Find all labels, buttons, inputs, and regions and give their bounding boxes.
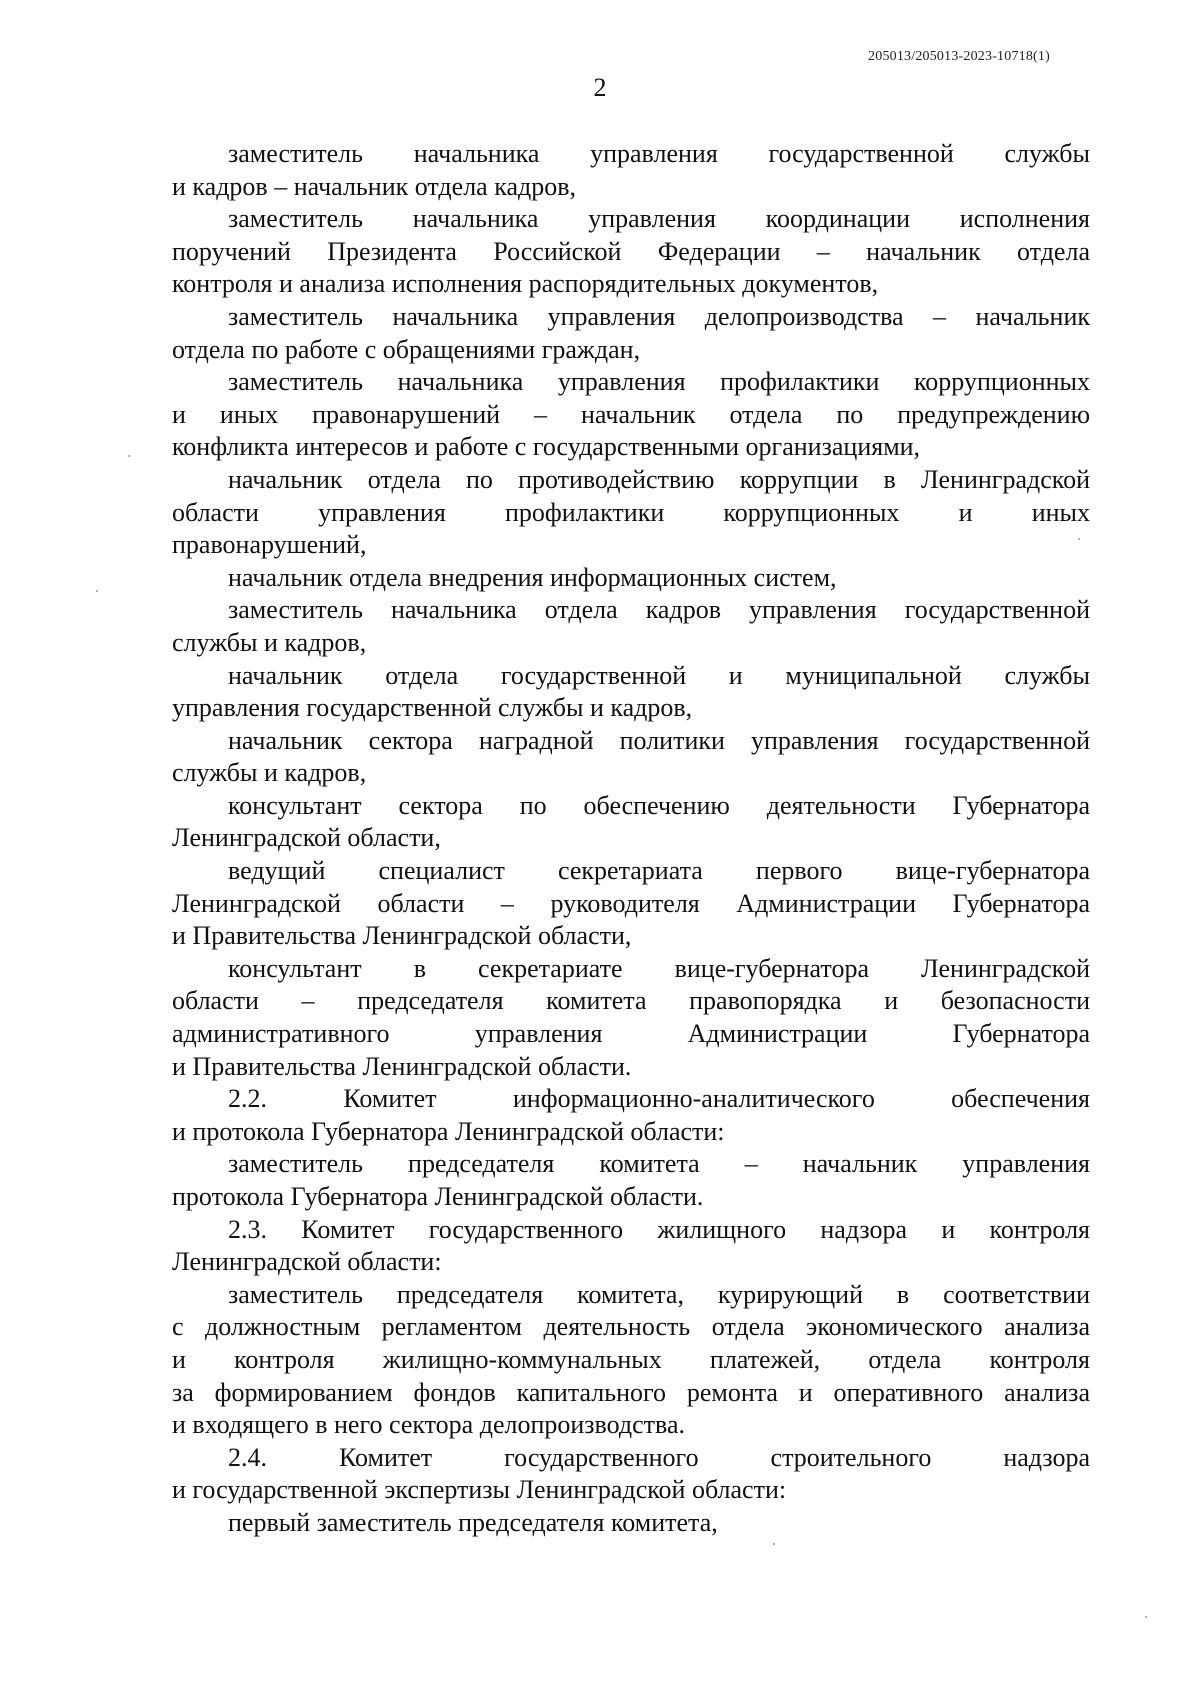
text-line: области управления профилактики коррупционных и иных: [172, 497, 1090, 527]
text-line: 2.2. Комитет информационно-аналитического обеспечения: [228, 1084, 1090, 1114]
text-line: и Правительства Ленинградской области.: [172, 1051, 632, 1081]
text-line: заместитель начальника управления государственной службы: [228, 139, 1090, 168]
text-line: отдела по работе с обращениями граждан,: [172, 334, 641, 364]
paragraph: [172, 562, 1090, 595]
paragraph: [172, 594, 1090, 659]
text-line: и государственной экспертизы Ленинградской области:: [172, 1475, 787, 1505]
paragraph: [172, 464, 1090, 562]
text-line: за формированием фондов капитального ремонта и оперативного анализа: [172, 1377, 1090, 1407]
text-line: начальник отдела внедрения информационных систем,: [228, 562, 837, 592]
scan-speck: [773, 1543, 775, 1545]
text-line: и кадров – начальник отдела кадров,: [172, 171, 576, 201]
paragraph: [172, 790, 1090, 855]
text-line: 2.3. Комитет государственного жилищного надзора и контроля: [228, 1214, 1090, 1244]
text-line: конфликта интересов и работе с государственными организациями,: [172, 432, 921, 462]
text-line: заместитель начальника управления делопроизводства – начальник: [228, 301, 1090, 331]
text-line: 2.4. Комитет государственного строительного надзора: [228, 1442, 1090, 1472]
paragraph: [172, 725, 1090, 790]
scan-speck: [128, 455, 130, 457]
text-line: заместитель председателя комитета, курирующий в соответствии: [228, 1279, 1090, 1309]
text-line: контроля и анализа исполнения распорядительных документов,: [172, 269, 879, 299]
text-line: заместитель председателя комитета – начальник управления: [228, 1149, 1090, 1179]
text-line: начальник отдела государственной и муниципальной службы: [228, 660, 1090, 690]
text-line: Ленинградской области – руководителя Администрации Губернатора: [172, 888, 1090, 918]
text-line: ведущий специалист секретариата первого вице-губернатора: [228, 856, 1090, 886]
text-line: консультант сектора по обеспечению деятельности Губернатора: [228, 790, 1090, 820]
scan-speck: [1078, 538, 1080, 540]
text-line: и иных правонарушений – начальник отдела по предупреждению: [172, 399, 1090, 429]
text-line: и входящего в него сектора делопроизводства.: [172, 1410, 686, 1440]
text-line: управления государственной службы и кадров,: [172, 693, 693, 723]
text-line: заместитель начальника управления координации исполнения: [228, 204, 1090, 234]
text-line: правонарушений,: [172, 530, 367, 560]
text-line: и Правительства Ленинградской области,: [172, 921, 632, 951]
scan-speck: [1145, 1616, 1147, 1618]
text-line: начальник сектора наградной политики управления государственной: [228, 725, 1090, 755]
paragraph: [172, 1083, 1090, 1148]
text-line: заместитель начальника отдела кадров управления государственной: [228, 595, 1090, 625]
paragraph: [172, 953, 1090, 1083]
text-line: консультант в секретариате вице-губернатора Ленинградской: [228, 953, 1090, 983]
paragraph: [172, 1214, 1090, 1279]
paragraph: [172, 1279, 1090, 1442]
text-line: с должностным регламентом деятельность отдела экономического анализа: [172, 1312, 1090, 1342]
text-line: области – председателя комитета правопорядка и безопасности: [172, 986, 1090, 1016]
paragraph: [172, 1442, 1090, 1507]
paragraph: [172, 1148, 1090, 1213]
text-line: заместитель начальника управления профилактики коррупционных: [228, 367, 1090, 397]
text-line: протокола Губернатора Ленинградской области.: [172, 1182, 704, 1211]
text-line: и контроля жилищно-коммунальных платежей, отдела контроля: [172, 1344, 1090, 1374]
document-body: [172, 138, 1090, 1540]
page-number: 2: [593, 73, 607, 102]
text-line: Ленинградской области:: [172, 1247, 442, 1277]
text-line: административного управления Администрации Губернатора: [172, 1019, 1090, 1049]
text-line: первый заместитель председателя комитета,: [228, 1507, 718, 1537]
document-registration-number: 205013/205013-2023-10718(1): [868, 49, 1050, 64]
text-line: начальник отдела по противодействию коррупции в Ленинградской: [228, 464, 1090, 494]
text-line: службы и кадров,: [172, 758, 367, 788]
paragraph: [172, 855, 1090, 953]
text-line: Ленинградской области,: [172, 823, 441, 853]
paragraph: [172, 366, 1090, 464]
scan-speck: [96, 590, 98, 592]
text-line: поручений Президента Российской Федерации – начальник отдела: [172, 236, 1090, 266]
paragraph: [172, 1507, 1090, 1540]
paragraph: [172, 660, 1090, 725]
paragraph: [172, 138, 1090, 203]
paragraph: [172, 301, 1090, 366]
paragraph: [172, 203, 1090, 301]
text-line: службы и кадров,: [172, 627, 367, 657]
text-line: и протокола Губернатора Ленинградской области:: [172, 1116, 725, 1146]
